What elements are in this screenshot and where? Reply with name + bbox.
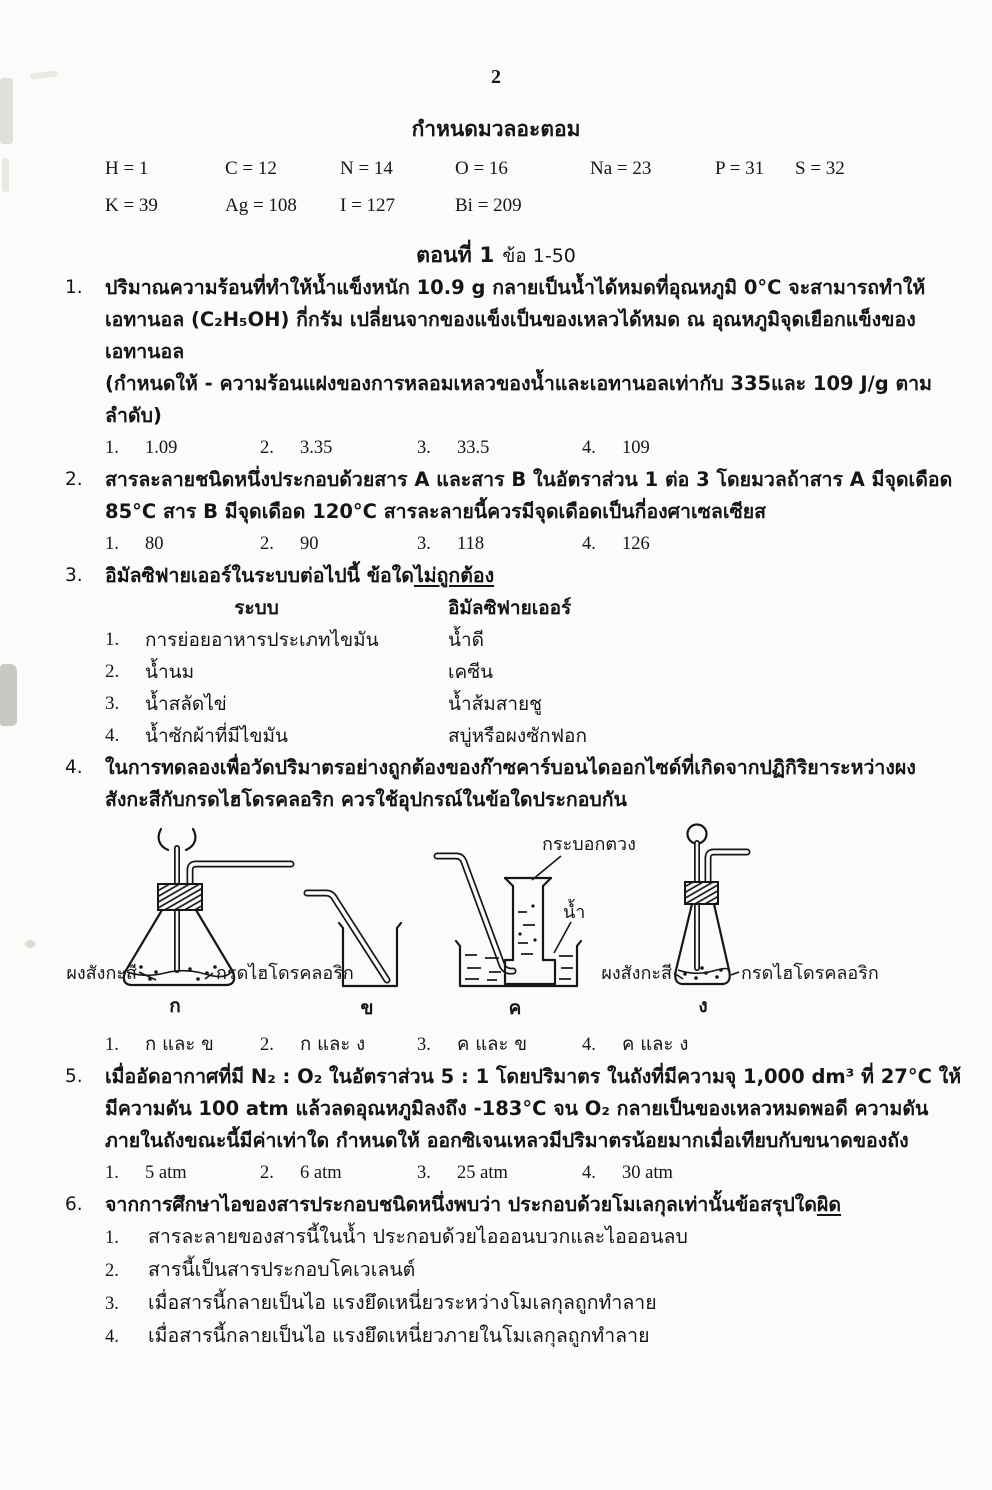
stem-line: ภายในถังขณะนี้มีค่าเท่าใด กำหนดให้ ออกซิเจนเหลวมีปริมาตรน้อยมากเมื่อเทียบกับขนาดของถัง [105,1129,909,1152]
underlined-keyword: ผิด [816,1193,842,1216]
stem-line: สารละลายชนิดหนึ่งประกอบด้วยสาร A และสาร B ในอัตราส่วน 1 ต่อ 3 โดยมวลถ้าสาร A มีจุดเดือด [105,468,953,491]
stem-line: เมื่ออัดอากาศที่มี N₂ : O₂ ในอัตราส่วน 5 : 1 โดยปริมาตร ในถังที่มีความจุ 1,000 dm³ ที่ 27°C ให้ [105,1065,962,1088]
apparatus-b [307,893,401,1019]
atomic-mass-item: K = 39 [105,195,158,216]
zinc-powder-label: ผงสังกะสี [66,963,137,984]
choice-2: 2. 3.35 [260,438,333,458]
hcl-label: กรดไฮโดรคลอริก [741,963,879,984]
stem-line: ในการทดลองเพื่อวัดปริมาตรอย่างถูกต้องของก๊าซคาร์บอนไดออกไซด์ที่เกิดจากปฏิกิริยาระหว่างผง [105,756,916,779]
col-header-emulsifier: อิมัลซิฟายเออร์ [448,597,572,619]
choice-3: 3. 33.5 [417,438,490,458]
question-number: 4. [65,757,83,778]
stem-line: จากการศึกษาไอของสารประกอบชนิดหนึ่งพบว่า ประกอบด้วยโมเลกุลเท่านั้นข้อสรุปใดผิด [105,1193,842,1216]
atomic-mass-item: Bi = 209 [455,195,522,216]
apparatus-c-letter: ค [508,997,522,1019]
choice-4: 4. 109 [582,438,650,458]
statement-item: 4. เมื่อสารนี้กลายเป็นไอ แรงยึดเหนี่ยวภายในโมเลกุลถูกทำลาย [105,1324,650,1347]
choice-1: 1. 1.09 [105,438,178,458]
col-header-system: ระบบ [234,597,279,619]
measuring-cylinder-label: กระบอกตวง [542,834,636,855]
question-3 [65,560,934,752]
atomic-mass-table [0,158,992,232]
water-label: น้ำ [563,902,586,923]
choice-1: 1. 80 [105,534,164,554]
stem-line: สังกะสีกับกรดไฮโดรคลอริก ควรใช้อุปกรณ์ในข้อใดประกอบกัน [105,788,627,811]
choices-row [105,1028,934,1061]
section-header [0,238,992,272]
choice-4: 4. ค และ ง [582,1034,689,1055]
question-2 [65,464,953,560]
hcl-label: กรดไฮโดรคลอริก [216,963,354,984]
statement-item: 2. สารนี้เป็นสารประกอบโคเวเลนต์ [105,1258,416,1281]
atomic-mass-item: N = 14 [340,158,393,179]
choice-1: 1. 5 atm [105,1163,187,1183]
stem-line: เอทานอล (C₂H₅OH) กี่กรัม เปลี่ยนจากของแข็งเป็นของเหลวได้หมด ณ อุณหภูมิจุดเยือกแข็งของ [105,308,916,331]
question-list [0,272,992,1353]
table-row: 2. น้ำนม เคซีน [105,661,494,683]
atomic-mass-item: H = 1 [105,158,149,179]
apparatus-c [437,834,636,1019]
stem-line: เอทานอล [105,340,185,363]
atomic-mass-title: กำหนดมวลอะตอม [411,117,581,141]
choices-row [105,1157,934,1189]
apparatus-a-letter: ก [169,995,181,1017]
atomic-mass-item: Na = 23 [590,158,652,179]
atomic-mass-item: P = 31 [715,158,765,179]
stem-line: มีความดัน 100 atm แล้วลดอุณหภูมิลงถึง -183°C จน O₂ กลายเป็นของเหลวหมดพอดี ความดัน [105,1097,929,1120]
apparatus-d [601,825,878,1018]
stem-line: ลำดับ) [105,404,162,427]
atomic-mass-item: S = 32 [795,158,845,179]
underlined-keyword: ไม่ถูกต้อง [413,564,495,587]
statement-item: 3. เมื่อสารนี้กลายเป็นไอ แรงยึดเหนี่ยวระหว่างโมเลกุลถูกทำลาย [105,1291,657,1314]
exam-page-scan [0,66,992,1490]
stem-line: (กำหนดให้ - ความร้อนแฝงของการหลอมเหลวของน้ำและเอทานอลเท่ากับ 335และ 109 J/g ตาม [105,372,932,395]
section-range: ข้อ 1-50 [502,245,576,267]
page-number: 2 [491,66,501,88]
choice-3: 3. 25 atm [417,1163,508,1183]
question-number: 1. [65,277,83,298]
apparatus-a [66,829,353,1017]
choice-3: 3. ค และ ข [417,1034,527,1055]
stem-line: 85°C สาร B มีจุดเดือด 120°C สารละลายนี้ควรมีจุดเดือดเป็นกี่องศาเซลเซียส [105,500,767,523]
atomic-mass-item: Ag = 108 [225,195,297,216]
question-number: 5. [65,1066,83,1087]
statement-item: 1. สารละลายของสารนี้ในน้ำ ประกอบด้วยไอออนบวกและไอออนลบ [105,1225,688,1248]
stem-line: อิมัลซิฟายเออร์ในระบบต่อไปนี้ ข้อใดไม่ถูกต้อง [105,564,495,587]
choice-2: 2. 6 atm [260,1163,342,1183]
question-4 [65,752,934,1061]
choices-row [105,528,934,560]
question-1 [65,272,934,464]
emulsifier-table [105,592,934,752]
choice-2: 2. ก และ ง [260,1034,366,1055]
question-number: 2. [65,469,83,490]
choice-3: 3. 118 [417,534,485,554]
question-5 [65,1061,962,1189]
atomic-mass-item: O = 16 [455,158,508,179]
section-part: ตอนที่ 1 [416,243,495,268]
zinc-powder-label: ผงสังกะสี [601,963,672,984]
choice-4: 4. 126 [582,534,650,554]
choices-row [105,432,934,464]
atomic-mass-item: I = 127 [340,195,396,216]
choice-1: 1. ก และ ข [105,1034,214,1055]
atomic-mass-item: C = 12 [225,158,277,179]
question-number: 3. [65,565,83,586]
table-row: 3. น้ำสลัดไข่ น้ำส้มสายชู [105,693,543,715]
table-header-row [105,592,934,624]
apparatus-figure [55,822,934,1028]
apparatus-diagram [55,822,935,1024]
choice-4: 4. 30 atm [582,1163,673,1183]
choice-2: 2. 90 [260,534,319,554]
stem-line: ปริมาณความร้อนที่ทำให้น้ำแข็งหนัก 10.9 g กลายเป็นน้ำได้หมดที่อุณหภูมิ 0°C จะสามารถทำให้ [105,276,926,299]
table-row: 1. การย่อยอาหารประเภทไขมัน น้ำดี [105,629,484,651]
apparatus-b-letter: ข [360,997,374,1019]
table-row: 4. น้ำซักผ้าที่มีไขมัน สบู่หรือผงซักฟอก [105,725,587,747]
apparatus-d-letter: ง [698,995,708,1017]
question-6 [65,1189,934,1353]
question-number: 6. [65,1194,83,1215]
